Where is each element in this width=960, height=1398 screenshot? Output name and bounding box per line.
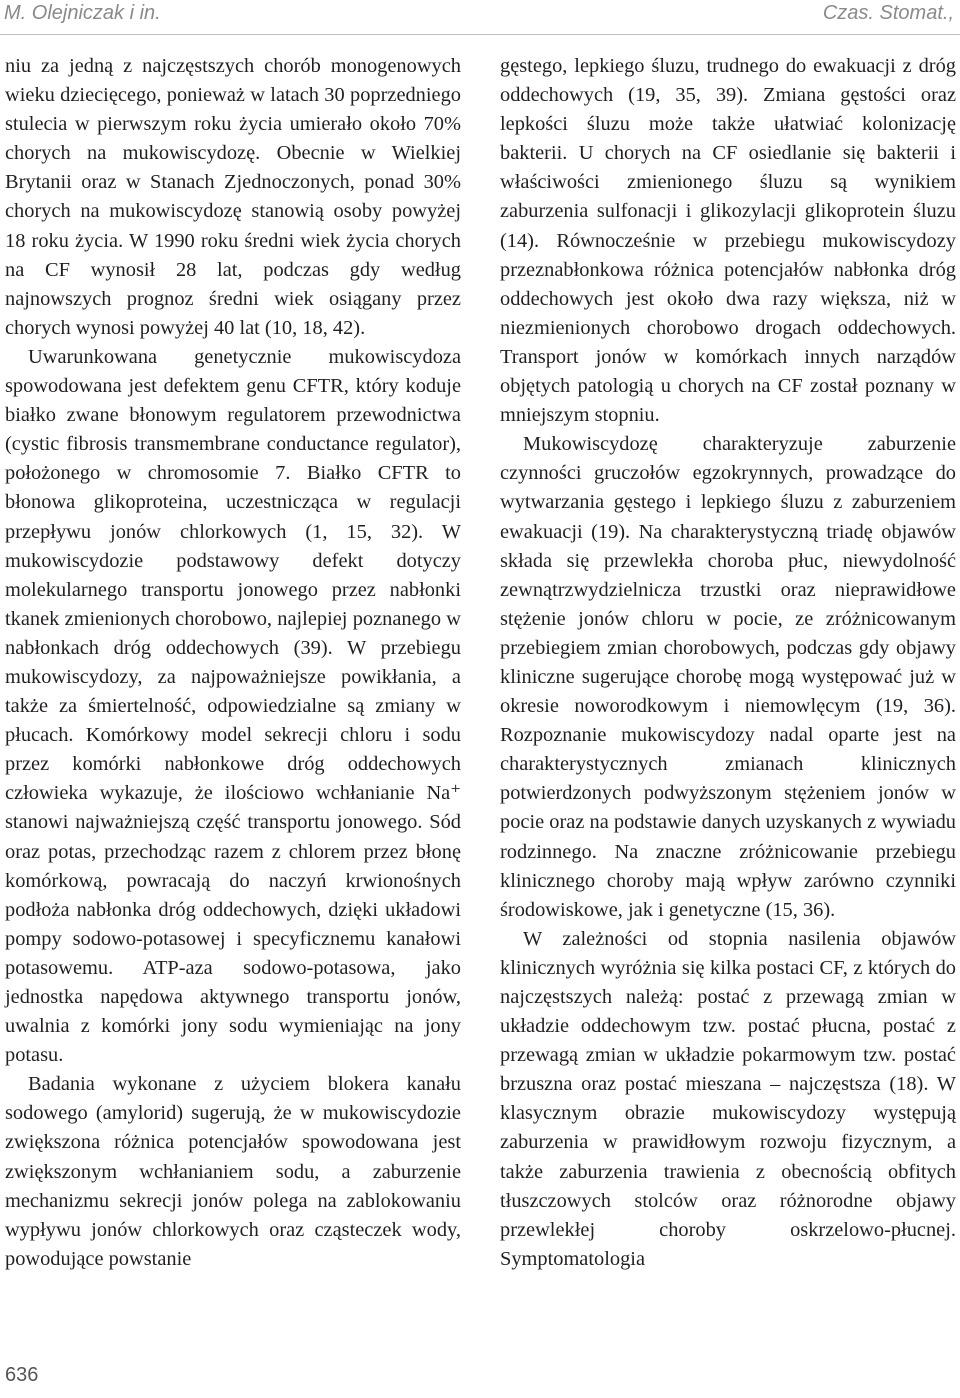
paragraph: gęstego, lepkiego śluzu, trudnego do ewakuacji z dróg oddechowych (19, 35, 39). Zmiana gęstości oraz lepkości śluzu może także ułatwiać kolonizację bakterii. U chorych na CF osiedlanie się bakterii i właściwości zmienionego śluzu są wynikiem zaburzenia sulfonacji i glikozylacji glikoprotein śluzu (14). Równocześnie w przebiegu mukowiscydozy przeznabłonkowa różnica potencjałów nabłonka dróg oddechowych jest około dwa razy większa, niż w niezmienionych chorobowo drogach oddechowych. Transport jonów w komórkach innych narządów objętych patologią u chorych na CF został poznany w mniejszym stopniu. (500, 55, 956, 427)
paragraph: W zależności od stopnia nasilenia objawów klinicznych wyróżnia się kilka postaci CF, z których do najczęstszych należą: postać z przewagą zmian w układzie oddechowym tzw. postać płucna, postać z przewagą zmian w układzie pokarmowym tzw. postać brzuszna oraz postać mieszana – najczęstsza (18). W klasycznym obrazie mukowiscydozy występują zaburzenia w prawidłowym rozwoju fizycznym, a także zaburzenia trawienia z obecnością obfitych tłuszczowych stolców oraz różnorodne objawy przewlekłej choroby oskrzelowo-płucnej. Symptomatologia (500, 927, 956, 1270)
left-text-column (5, 52, 461, 1274)
header-divider (0, 34, 960, 35)
paragraph: Mukowiscydozę charakteryzuje zaburzenie czynności gruczołów egzokrynnych, prowadzące do wytwarzania gęstego i lepkiego śluzu z zaburzeniem ewakuacji (19). Na charakterystyczną triadę objawów składa się przewlekła choroba płuc, niewydolność zewnątrzwydzielnicza trzustki oraz nieprawidłowe stężenie jonów chloru w pocie, ze zróżnicowanym przebiegiem zmian chorobowych, podczas gdy objawy kliniczne sugerujące chorobę mogą występować już w okresie noworodkowym i niemowlęcym (19, 36). Rozpoznanie mukowiscydozy nadal oparte jest na charakterystycznych zmianach klinicznych potwierdzonych podwyższonym stężeniem jonów w pocie oraz na podstawie danych uzyskanych z wywiadu rodzinnego. Na znaczne zróżnicowanie przebiegu klinicznego choroby mają wpływ zarówno czynniki środowiskowe, jak i genetyczne (15, 36). (500, 433, 956, 921)
page-number: 636 (5, 1364, 39, 1386)
right-text-column (500, 52, 956, 1274)
paragraph: Uwarunkowana genetycznie mukowiscydoza spowodowana jest defektem genu CFTR, który koduje białko zwane błonowym regulatorem przewodnictwa (cystic fibrosis transmembrane conductance regulator), położonego w chromosomie 7. Białko CFTR to błonowa glikoproteina, uczestnicząca w regulacji przepływu jonów chlorkowych (1, 15, 32). W mukowiscydozie podstawowy defekt dotyczy molekularnego transportu jonowego przez nabłonki tkanek zmienionych chorobowo, najlepiej poznanego w nabłonkach dróg oddechowych (39). W przebiegu mukowiscydozy, za najpoważniejsze powikłania, a także za śmiertelność, odpowiedzialne są zmiany w płucach. Komórkowy model sekrecji chloru i sodu przez komórki nabłonkowe dróg oddechowych człowieka wykazuje, że ilościowo wchłanianie Na⁺ stanowi najważniejszą część transportu jonowego. Sód oraz potas, przechodząc razem z chlorem przez błonę komórkową, powracają do naczyń krwionośnych podłoża nabłonka dróg oddechowych, dzięki układowi pompy sodowo-potasowej i specyficznemu kanałowi potasowemu. ATP-aza sodowo-potasowa, jako jednostka napędowa aktywnego transportu jonów, uwalnia z komórki jony sodu wymieniając na jony potasu. (5, 345, 461, 1067)
paragraph: niu za jedną z najczęstszych chorób monogenowych wieku dziecięcego, ponieważ w latach 30 poprzedniego stulecia w pierwszym roku życia umierało około 70% chorych na mukowiscydozę. Obecnie w Wielkiej Brytanii oraz w Stanach Zjednoczonych, ponad 30% chorych na mukowiscydozę stanowią osoby powyżej 18 roku życia. W 1990 roku średni wiek życia chorych na CF wynosił 28 lat, podczas gdy według najnowszych prognoz średni wiek osiągany przez chorych wynosi powyżej 40 lat (10, 18, 42). (5, 55, 461, 339)
paragraph: Badania wykonane z użyciem blokera kanału sodowego (amylorid) sugerują, że w mukowiscydozie zwiększona różnica potencjałów spowodowana jest zwiększonym wchłanianiem sodu, a zaburzenie mechanizmu sekrecji jonów polega na zablokowaniu wypływu jonów chlorkowych oraz cząsteczek wody, powodujące powstanie (5, 1073, 461, 1270)
running-header-authors: M. Olejniczak i in. (4, 2, 161, 24)
running-header-journal: Czas. Stomat., (822, 2, 954, 24)
